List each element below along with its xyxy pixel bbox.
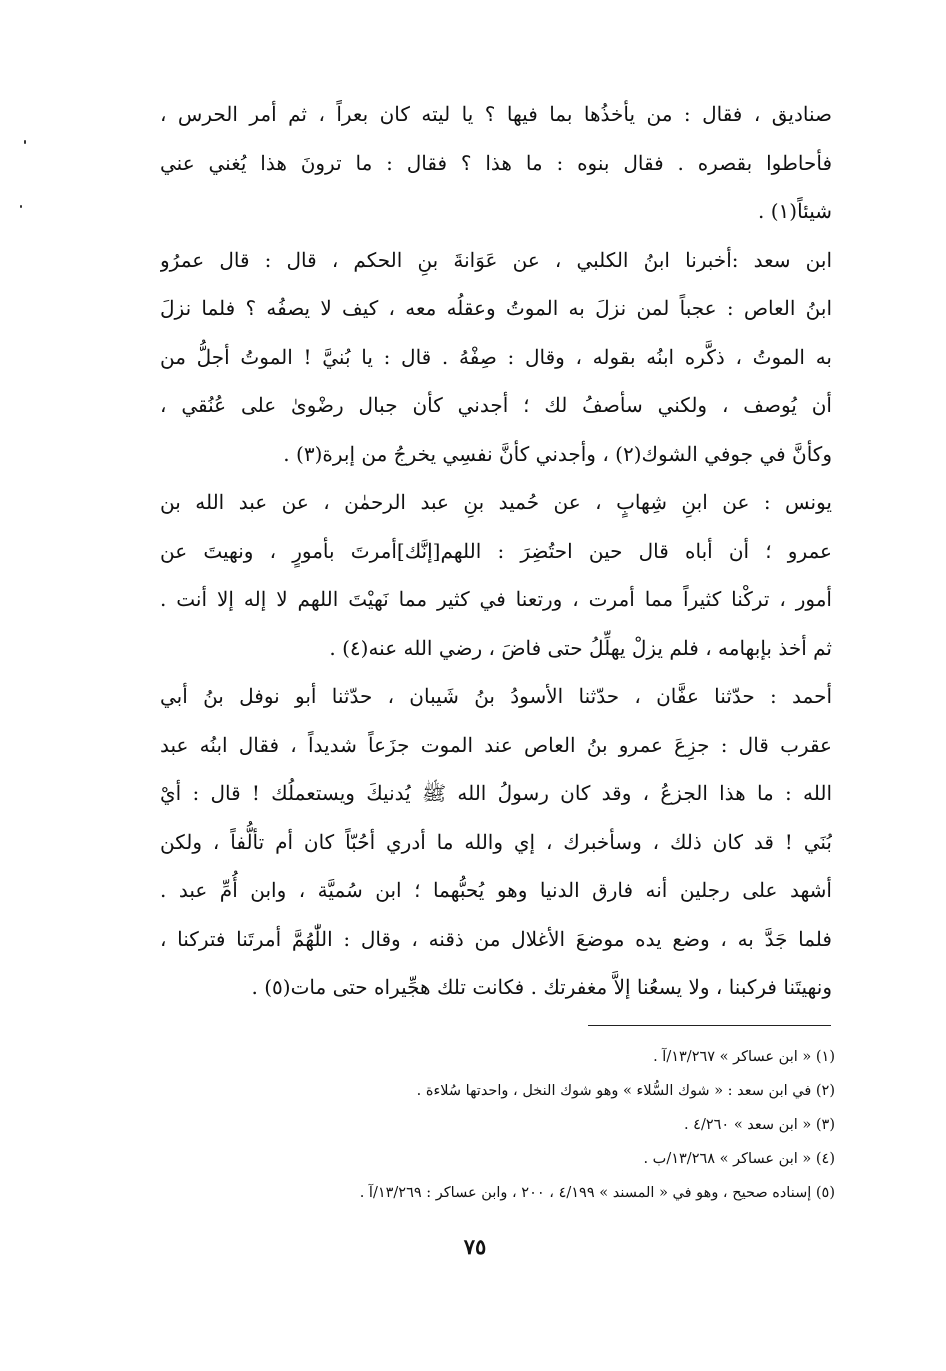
- text-line: صناديق ، فقال : من يأخذُها بما فيها ؟ يا ليته كان بعراً ، ثم أمر الحرس ،: [160, 102, 832, 126]
- text-line: ابنُ العاص : عجباً لمن نزلَ به الموتُ وعقلُه معه ، كيف لا يصفُه ؟ فلما نزلَ: [160, 296, 832, 320]
- text-line: ونهيتَنا فركبنا ، ولا يسعُنا إلاَّ مغفرتك . فكانت تلك هجِّيراه حتى مات(٥) .: [251, 975, 832, 999]
- text-line: بُنَي ! قد كان ذلك ، وسأخبرك ، إي والله ما أدري أحُبّاً كان أم تألُّفاً ، ولكن: [160, 829, 832, 854]
- text-line: وكأنَّ في جوفي الشوك(٢) ، وأجدني كأنَّ نفسِي يخرجُ من إبرة(٣) .: [283, 441, 832, 466]
- page-number: ٧٥: [463, 1234, 487, 1259]
- paragraph-2: [160, 236, 832, 479]
- paragraph-1: [160, 90, 832, 236]
- text-line: ابن سعد :أخبرنا ابنُ الكلبي ، عن عَوَانةَ بنِ الحكم ، قال : قال عمرُو: [160, 247, 832, 272]
- paragraph-4: [160, 672, 832, 1012]
- text-line: يونس : عن ابنِ شِهابٍ ، عن حُميد بنِ عبد الرحمٰن ، عن عبد الله بن: [160, 490, 832, 514]
- text-line: فلما جَدَّ به ، وضع يده موضعَ الأغلال من ذقنه ، وقال : اللّٰهُمَّ أمرتَنا فتركنا ،: [160, 926, 832, 951]
- text-line: أشهد على رجلين أنه فارق الدنيا وهو يُحبُّهما ؛ ابن سُميَّة ، وابن أُمِّ عبد .: [160, 878, 832, 902]
- footnote-5: (٥) إسناده صحيح ، وهو في « المسند » ٤/١٩٩ ، ٢٠٠ ، وابن عساكر : ١٣/٢٦٩/آ .: [359, 1185, 835, 1201]
- text-line: أحمد : حدّثنا عفَّان ، حدّثنا الأسودُ بنُ شَيبان ، حدّثنا أبو نوفل بنُ أبي: [160, 684, 832, 708]
- main-text: [160, 90, 832, 1012]
- footnote-2: (٢) في ابن سعد : « شوك السُّلاء » وهو شوك النخل ، واحدتها سُلاءة .: [416, 1083, 835, 1099]
- footnote-separator: [588, 1025, 831, 1026]
- footnote-1: (١) « ابن عساكر » ١٣/٢٦٧/آ .: [653, 1049, 835, 1065]
- text-line: شيئاً(١) .: [757, 199, 832, 223]
- text-line: أن يُوصف ، ولكني سأصفُ لك ؛ أجدني كأن جبال رضْوىٰ على عُنُقي ،: [160, 393, 832, 417]
- paragraph-3: [160, 478, 832, 672]
- footnotes: [150, 1040, 835, 1210]
- footnote-3: (٣) « ابن سعد » ٤/٢٦٠ .: [683, 1117, 835, 1133]
- text-line: ثم أخذ بإبهامه ، فلم يزلْ يهلِّلُ حتى فاضَ ، رضي الله عنه(٤) .: [329, 635, 832, 660]
- scan-speck: [24, 140, 26, 144]
- scan-speck: [20, 205, 22, 208]
- text-line: فأحاطوا بقصره . فقال بنوه : ما هذا ؟ فقال : ما ترونَ هذا يُغني عني: [160, 150, 832, 175]
- text-line: الله : ما هذا الجزعُ ، وقد كان رسولُ الله ﷺ يُدنيكَ ويستعملُك ! قال : أيْ: [160, 781, 832, 805]
- text-line: عمرو ؛ أن أباه قال حين احتُضِرَ : اللهم[إنَّك]أمرتَ بأمورٍ ، ونهيتَ عن: [160, 538, 832, 563]
- footnote-4: (٤) « ابن عساكر » ١٣/٢٦٨/ب .: [643, 1151, 835, 1167]
- text-line: أمور ، تركْنا كثيراً مما أمرت ، ورتعنا في كثير مما نَهيْتَ اللهم لا إله إلا أنت .: [160, 587, 832, 611]
- text-line: عقرب قال : جزِعَ عمرو بنُ العاص عند الموت جزَعاً شديداً ، فقال ابنُه عبد: [160, 732, 832, 757]
- text-line: به الموتُ ، ذكَّره ابنُه بقوله ، وقال : صِفْهُ . قال : يا بُنيَّ ! الموتُ أجلُّ من: [160, 344, 832, 369]
